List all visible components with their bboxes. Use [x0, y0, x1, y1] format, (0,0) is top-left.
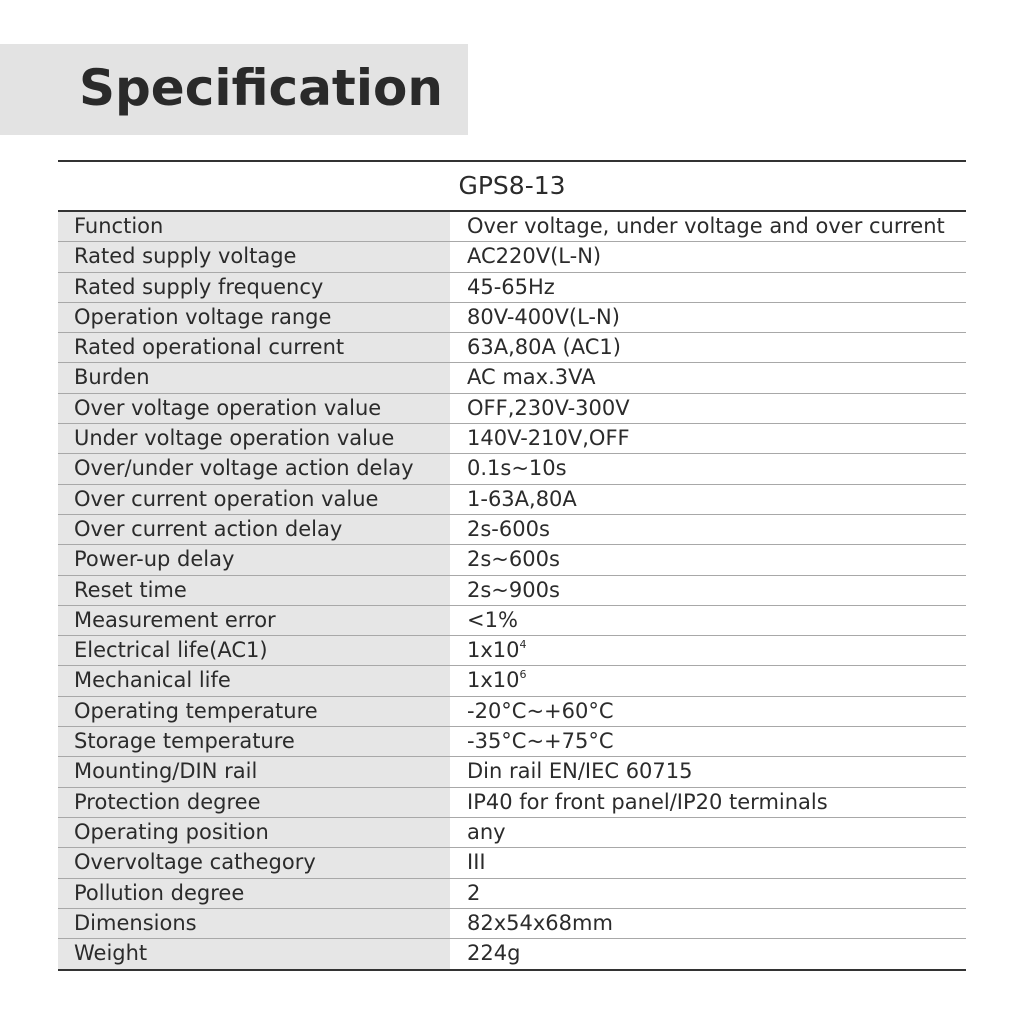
table-row — [58, 606, 966, 636]
spec-value-text: III — [467, 850, 486, 875]
spec-label: Over/under voltage action delay — [58, 454, 450, 483]
spec-value-text: AC max.3VA — [467, 365, 596, 390]
spec-value-text: 2s~900s — [467, 577, 560, 602]
spec-label: Power-up delay — [58, 545, 450, 574]
spec-value — [450, 333, 966, 362]
spec-label: Rated operational current — [58, 333, 450, 362]
spec-value — [450, 697, 966, 726]
table-row — [58, 363, 966, 393]
table-row — [58, 576, 966, 606]
table-row — [58, 666, 966, 696]
spec-value-text: 2s~600s — [467, 547, 560, 572]
spec-value-text: 45-65Hz — [467, 274, 555, 299]
spec-value — [450, 485, 966, 514]
spec-value — [450, 636, 966, 665]
spec-label: Reset time — [58, 576, 450, 605]
spec-rows — [58, 212, 966, 969]
page-title: Specification — [79, 59, 443, 117]
table-row — [58, 848, 966, 878]
table-row — [58, 485, 966, 515]
spec-value — [450, 242, 966, 271]
spec-value-text: 1x10 — [467, 668, 520, 693]
spec-value-text: IP40 for front panel/IP20 terminals — [467, 789, 828, 814]
spec-value-text: Over voltage, under voltage and over current — [467, 214, 945, 238]
spec-label: Mounting/DIN rail — [58, 757, 450, 786]
spec-value-text: 2 — [467, 880, 481, 905]
spec-value — [450, 848, 966, 877]
spec-label: Mechanical life — [58, 666, 450, 695]
spec-value-text: 0.1s~10s — [467, 456, 567, 481]
spec-label: Weight — [58, 939, 450, 969]
table-row — [58, 697, 966, 727]
spec-value-text: any — [467, 819, 506, 844]
spec-label: Operating temperature — [58, 697, 450, 726]
table-row — [58, 545, 966, 575]
spec-value-text: -20°C~+60°C — [467, 698, 614, 723]
spec-label: Under voltage operation value — [58, 424, 450, 453]
model-name: GPS8-13 — [458, 171, 566, 200]
spec-label: Operation voltage range — [58, 303, 450, 332]
spec-value-text: 224g — [467, 941, 521, 966]
spec-value-text: Din rail EN/IEC 60715 — [467, 759, 693, 784]
spec-value — [450, 576, 966, 605]
spec-value-text: 2s-600s — [467, 516, 550, 541]
spec-value — [450, 545, 966, 574]
spec-value — [450, 515, 966, 544]
spec-label: Pollution degree — [58, 879, 450, 908]
table-row — [58, 394, 966, 424]
table-row — [58, 818, 966, 848]
spec-label: Burden — [58, 363, 450, 392]
spec-value-text: 63A,80A (AC1) — [467, 335, 621, 360]
spec-value-text: -35°C~+75°C — [467, 729, 614, 754]
spec-label: Overvoltage cathegory — [58, 848, 450, 877]
table-row — [58, 939, 966, 969]
table-row — [58, 636, 966, 666]
spec-value — [450, 757, 966, 786]
spec-label: Over current operation value — [58, 485, 450, 514]
spec-value — [450, 879, 966, 908]
spec-label: Over current action delay — [58, 515, 450, 544]
spec-value — [450, 212, 966, 241]
spec-value — [450, 303, 966, 332]
spec-value — [450, 909, 966, 938]
spec-value-exponent: 6 — [519, 668, 527, 682]
table-bottom-rule — [58, 969, 966, 971]
table-row — [58, 242, 966, 272]
spec-value-text: 1x10 — [467, 638, 520, 663]
spec-label: Rated supply voltage — [58, 242, 450, 271]
table-row — [58, 757, 966, 787]
table-row — [58, 273, 966, 303]
spec-value-text: OFF,230V-300V — [467, 395, 630, 420]
table-row — [58, 212, 966, 242]
spec-value-text: 140V-210V,OFF — [467, 426, 630, 451]
table-row — [58, 909, 966, 939]
table-row — [58, 515, 966, 545]
spec-value — [450, 788, 966, 817]
spec-label: Over voltage operation value — [58, 394, 450, 423]
spec-label: Protection degree — [58, 788, 450, 817]
spec-value — [450, 818, 966, 847]
spec-value — [450, 939, 966, 969]
spec-label: Electrical life(AC1) — [58, 636, 450, 665]
spec-value — [450, 727, 966, 756]
spec-value — [450, 424, 966, 453]
spec-value — [450, 606, 966, 635]
table-row — [58, 454, 966, 484]
spec-value — [450, 273, 966, 302]
spec-label: Function — [58, 212, 450, 241]
spec-table — [58, 160, 966, 971]
spec-label: Measurement error — [58, 606, 450, 635]
spec-label: Storage temperature — [58, 727, 450, 756]
spec-value-text: 1-63A,80A — [467, 486, 577, 511]
table-row — [58, 788, 966, 818]
spec-value-exponent: 4 — [519, 638, 527, 652]
spec-value — [450, 363, 966, 392]
table-row — [58, 727, 966, 757]
spec-value-text: 80V-400V(L-N) — [467, 304, 620, 329]
spec-label: Dimensions — [58, 909, 450, 938]
spec-value-text: <1% — [467, 607, 518, 632]
table-row — [58, 879, 966, 909]
table-row — [58, 333, 966, 363]
table-row — [58, 424, 966, 454]
spec-label: Operating position — [58, 818, 450, 847]
spec-value-text: 82x54x68mm — [467, 910, 613, 935]
spec-label: Rated supply frequency — [58, 273, 450, 302]
spec-value-text: AC220V(L-N) — [467, 244, 602, 269]
table-row — [58, 303, 966, 333]
spec-value — [450, 394, 966, 423]
spec-value — [450, 666, 966, 695]
spec-value — [450, 454, 966, 483]
